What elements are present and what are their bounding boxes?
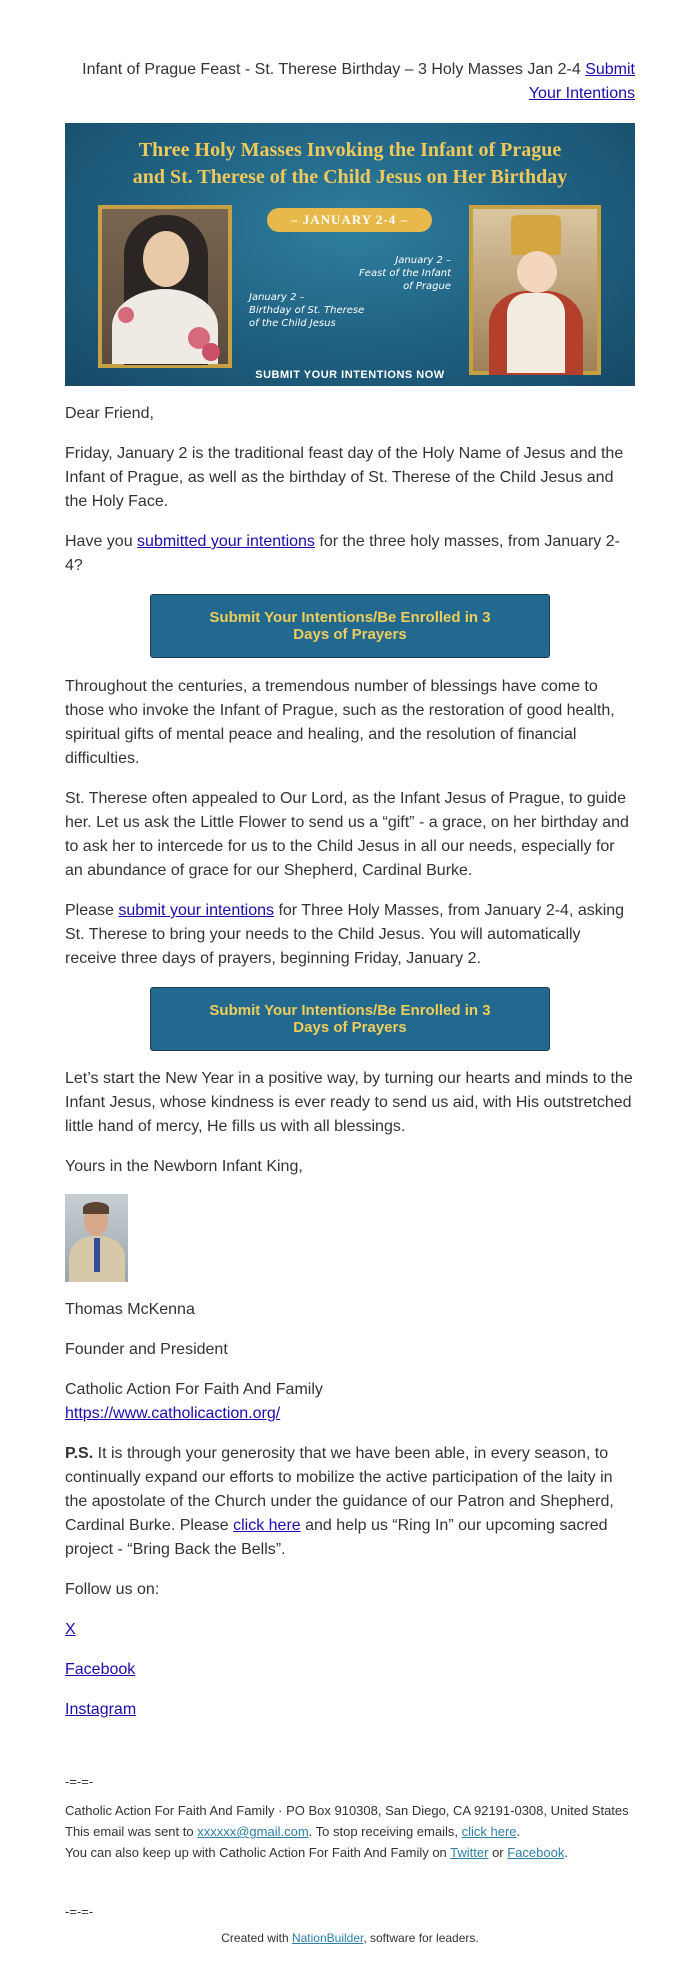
st-therese-portrait xyxy=(98,205,232,368)
paragraph-2 xyxy=(65,530,635,578)
organization-block xyxy=(65,1378,635,1426)
signer-photo xyxy=(65,1194,128,1282)
caption-infant-line: January 2 – xyxy=(395,255,451,266)
paragraph-2-text: for the three holy masses, from January 2-4? xyxy=(65,533,620,574)
button-label-line: Days of Prayers xyxy=(293,1019,407,1036)
rose-icon xyxy=(118,307,134,323)
social-facebook xyxy=(65,1658,635,1682)
rose-icon xyxy=(202,343,220,361)
social-instagram xyxy=(65,1698,635,1722)
footer-text: or xyxy=(488,1845,508,1860)
footer-sent-line xyxy=(65,1821,645,1842)
submitted-intentions-link[interactable]: submitted your intentions xyxy=(137,533,315,550)
caption-infant-line: of Prague xyxy=(403,281,451,292)
signer-title: Founder and President xyxy=(65,1341,228,1358)
face-shape xyxy=(143,231,189,287)
caption-therese-line: Birthday of St. Therese xyxy=(249,305,365,316)
caption-therese-line: of the Child Jesus xyxy=(249,318,336,329)
submit-intentions-button-1[interactable] xyxy=(150,594,550,658)
footer xyxy=(65,1800,645,1863)
paragraph-5 xyxy=(65,899,635,971)
footer-text: You can also keep up with Catholic Action For Faith And Family on xyxy=(65,1845,451,1860)
paragraph-5-text: Please xyxy=(65,902,119,919)
infant-face-shape xyxy=(517,251,557,293)
footer-separator: -=-=- xyxy=(65,1774,94,1789)
facebook-link[interactable]: Facebook xyxy=(65,1661,136,1678)
submit-intentions-link[interactable]: submit your intentions xyxy=(118,902,275,919)
x-link[interactable]: X xyxy=(65,1621,76,1638)
footer-keepup-line xyxy=(65,1842,645,1863)
lace-shape xyxy=(507,293,565,373)
footer-facebook-link[interactable]: Facebook xyxy=(507,1845,565,1860)
instagram-link[interactable]: Instagram xyxy=(65,1701,137,1718)
social-x xyxy=(65,1618,635,1642)
created-with-line xyxy=(0,1926,700,1950)
tie-shape xyxy=(94,1238,100,1272)
banner-title xyxy=(65,137,635,191)
paragraph-4: St. Therese often appealed to Our Lord, as the Infant Jesus of Prague, to guide her. Let us ask the Little Flower to send us a “gift” - a grace, on her birthday and to ask her to intercede for us to the Child Jesus in all our needs, especially for an abundance of grace for our Shepherd, Cardinal Burke. xyxy=(65,790,629,879)
footer-separator-2: -=-=- xyxy=(65,1904,94,1919)
ps-label: P.S. xyxy=(65,1445,94,1462)
paragraph-6: Let’s start the New Year in a positive way, by turning our hearts and minds to the Infant Jesus, whose kindness is ever ready to send us aid, with His outstretched little hand of mercy, He fills us with all blessings. xyxy=(65,1070,633,1135)
submit-intentions-link-top[interactable]: Submit Your Intentions xyxy=(528,61,635,102)
button-label-line: Submit Your Intentions/Be Enrolled in 3 xyxy=(209,1002,491,1019)
paragraph-5-text: for Three Holy Masses, from January 2-4, asking St. Therese to bring your needs to the Child Jesus. You will automatically receive three days of prayers, beginning Friday, January 2. xyxy=(65,902,625,967)
twitter-link[interactable]: Twitter xyxy=(450,1845,489,1860)
ps-text: and help us “Ring In” our upcoming sacred project - “Bring Back the Bells”. xyxy=(65,1517,608,1558)
paragraph-3: Throughout the centuries, a tremendous number of blessings have come to those who invoke the Infant of Prague, such as the restoration of good health, spiritual gifts of mental peace and healing, and the resolution of financial difficulties. xyxy=(65,678,615,767)
caption-therese xyxy=(249,291,369,330)
hero-banner[interactable] xyxy=(65,123,635,386)
footer-address: Catholic Action For Faith And Family · PO Box 910308, San Diego, CA 92191-0308, United States xyxy=(65,1803,629,1818)
date-pill: – JANUARY 2-4 – xyxy=(267,208,432,232)
caption-infant xyxy=(331,254,451,293)
hair-shape xyxy=(83,1202,109,1214)
button-label-line: Submit Your Intentions/Be Enrolled in 3 xyxy=(209,609,491,626)
created-text: Created with xyxy=(221,1931,292,1945)
organization-url-link[interactable]: https://www.catholicaction.org/ xyxy=(65,1405,281,1422)
ps-text: It is through your generosity that we have been able, in every season, to continually expand our efforts to mobilize the active participation of the laity in the apostolate of the Church under the guidance of our Patron and Shepherd, Cardinal Burke. Please xyxy=(65,1445,614,1534)
crown-icon xyxy=(511,215,561,255)
closing-line: Yours in the Newborn Infant King, xyxy=(65,1158,303,1175)
follow-us-label: Follow us on: xyxy=(65,1581,160,1598)
unsubscribe-link[interactable]: click here xyxy=(461,1824,517,1839)
button-label-line: Days of Prayers xyxy=(293,626,407,643)
banner-cta-text[interactable]: SUBMIT YOUR INTENTIONS NOW xyxy=(255,369,445,381)
created-text: , software for leaders. xyxy=(363,1931,479,1945)
paragraph-2-text: Have you xyxy=(65,533,138,550)
greeting: Dear Friend, xyxy=(65,405,154,422)
infant-of-prague-portrait xyxy=(469,205,601,375)
signer-name: Thomas McKenna xyxy=(65,1301,195,1318)
ps-click-here-link[interactable]: click here xyxy=(233,1517,301,1534)
preheader-text: Infant of Prague Feast - St. Therese Birthday – 3 Holy Masses Jan 2-4 xyxy=(82,61,581,78)
footer-text: This email was sent to xyxy=(65,1824,198,1839)
recipient-email-link[interactable]: xxxxxx@gmail.com xyxy=(197,1824,309,1839)
caption-infant-line: Feast of the Infant xyxy=(359,268,451,279)
footer-text: . To stop receiving emails, xyxy=(308,1824,462,1839)
banner-title-line-1: Three Holy Masses Invoking the Infant of Prague xyxy=(138,139,562,161)
paragraph-1: Friday, January 2 is the traditional feast day of the Holy Name of Jesus and the Infant of Prague, as well as the birthday of St. Therese of the Child Jesus and the Holy Face. xyxy=(65,445,624,510)
footer-text: . xyxy=(516,1824,521,1839)
banner-title-line-2: and St. Therese of the Child Jesus on Her Birthday xyxy=(132,166,568,188)
preheader xyxy=(65,58,635,106)
postscript xyxy=(65,1442,635,1562)
footer-text: . xyxy=(564,1845,568,1860)
caption-therese-line: January 2 – xyxy=(249,292,305,303)
submit-intentions-button-2[interactable] xyxy=(150,987,550,1051)
nationbuilder-link[interactable]: NationBuilder xyxy=(291,1931,364,1945)
organization-name: Catholic Action For Faith And Family xyxy=(65,1381,323,1398)
